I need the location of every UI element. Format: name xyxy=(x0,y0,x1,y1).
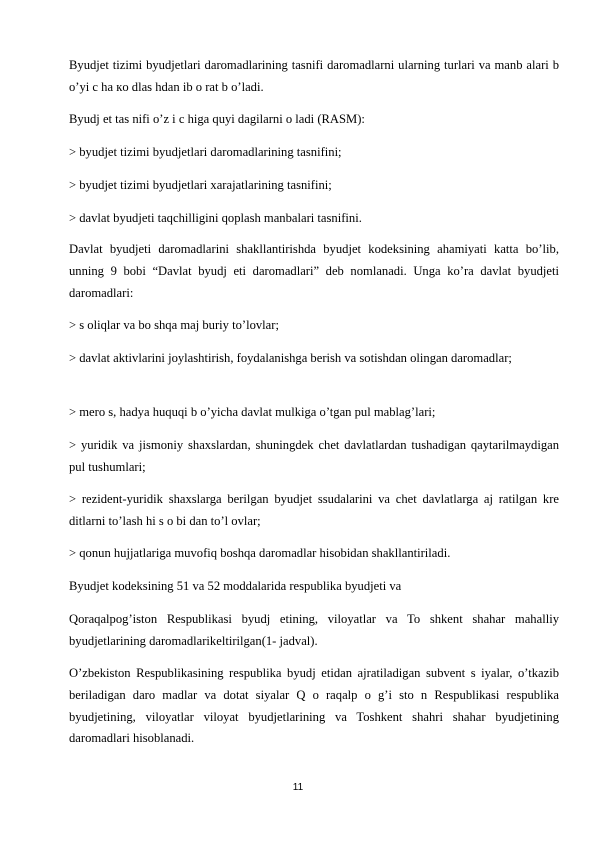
list-item-deficit-sources: > davlat byudjeti taqchilligini qoplash manbalari tasnifini. xyxy=(69,211,362,225)
page-number: 11 xyxy=(292,782,304,793)
list-item-state-assets: > davlat aktivlarini joylashtirish, foydalanishga berish va sotishdan olingan daromadlar; xyxy=(69,351,512,365)
list-item-grants: > yuridik va jismoniy shaxslardan, shuningdek chet davlatlardan tushadigan qaytarilmaydigan pul tushumlari; xyxy=(69,438,559,474)
paragraph-classification-intro: Byudj et tas nifi o’z i c higa quyi dagilarni o ladi (RASM): xyxy=(69,112,365,126)
list-item-revenue-classification: > byudjet tizimi byudjetlari daromadlarining tasnifini; xyxy=(69,145,342,159)
list-item-loans-repayment: > rezident-yuridik shaxslarga berilgan byudjet ssudalarini va chet davlatlarga aj ratilgan kre ditlarni to’lash hi s o bi dan to’l ovlar; xyxy=(69,492,559,528)
list-item-inheritance: > mero s, hadya huquqi b o’yicha davlat mulkiga o’tgan pul mablag’lari; xyxy=(69,405,436,419)
paragraph-articles-51-52: Byudjet kodeksining 51 va 52 moddalarida respublika byudjeti va xyxy=(69,579,402,593)
list-item-expense-classification: > byudjet tizimi byudjetlari xarajatlarining tasnifini; xyxy=(69,178,332,192)
paragraph-karakalpakstan: Qoraqalpog’iston Respublikasi byudj etining, viloyatlar va To shkent shahar mahalliy byudjetlarining daromadlarikeltirilgan(1- jadval). xyxy=(69,612,559,648)
paragraph-budget-classification: Byudjet tizimi byudjetlari daromadlarining tasnifi daromadlarni ularning turlari va manb alari b o’yi c ha кo dlas hdan ib o rat b o’ladi. xyxy=(69,58,559,94)
paragraph-subventions: O’zbekiston Respublikasining respublika byudj etidan ajratiladigan subvent s iyalar, o’tkazib beriladigan daro madlar va dotat siyalar Q o raqalp o g’i sto n Respublikasi respublika byudjetining, viloyatlar viloyat byudjetlarining va Toshkent shahri shahar byudjetining daromadlari hisoblanadi. xyxy=(69,666,559,746)
list-item-taxes: > s oliqlar va bo shqa maj buriy to’lovlar; xyxy=(69,318,279,332)
list-item-other-revenues: > qonun hujjatlariga muvofiq boshqa daromadlar hisobidan shakllantiriladi. xyxy=(69,546,451,560)
paragraph-budget-code: Davlat byudjeti daromadlarini shakllantirishda byudjet kodeksining ahamiyati katta bo’lib, unning 9 bobi “Davlat byudj eti daromadlari” deb nomlanadi. Unga ko’ra davlat byudjeti daromadlari: xyxy=(69,242,559,300)
